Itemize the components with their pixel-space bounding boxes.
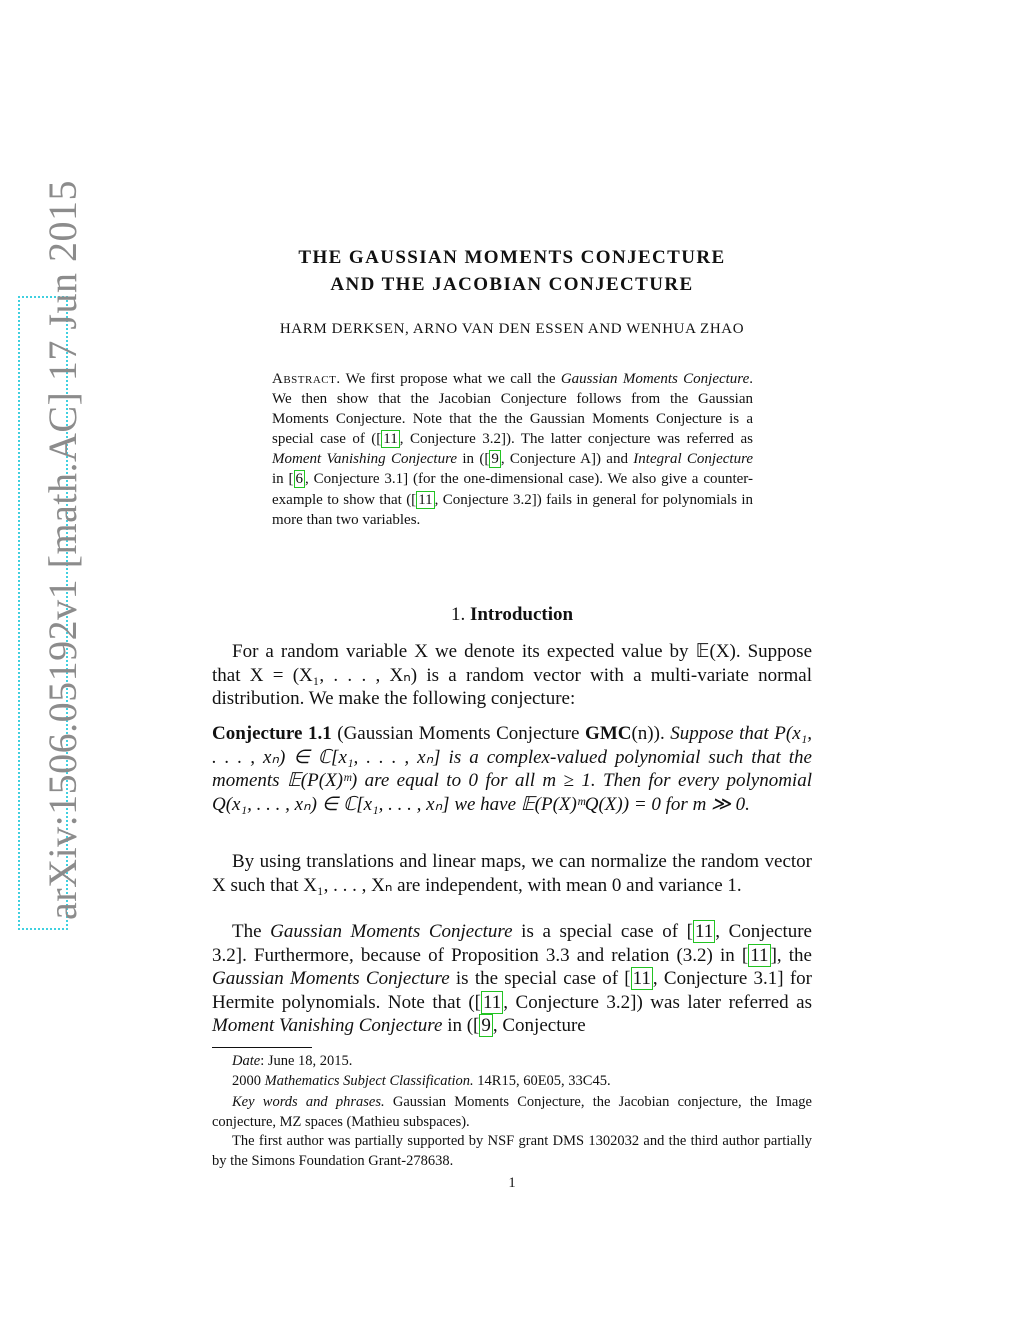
footnote-date	[212, 1052, 812, 1072]
footnote-value: : June 18, 2015.	[260, 1053, 353, 1069]
arxiv-identifier[interactable]: arXiv:1506.05192v1 [math.AC] 17 Jun 2015	[40, 180, 85, 920]
abstract-text: , Conjecture 3.1] (for the one-dimensional case). We also give a counter-example to show that ([	[272, 471, 753, 508]
citation-link[interactable]: 11	[694, 921, 714, 942]
citation-link[interactable]: 11	[483, 991, 502, 1013]
author-list: HARM DERKSEN, ARNO VAN DEN ESSEN AND WENHUA ZHAO	[279, 321, 745, 337]
footnote-value: Gaussian Moments Conjecture, the Jacobian conjecture, the Image conjecture, MZ spaces (Mathieu subspaces).	[212, 1094, 812, 1130]
abstract-text: We first propose what we call the	[340, 371, 561, 387]
abstract-label: Abstract.	[272, 371, 341, 387]
abstract	[272, 369, 753, 530]
citation-link[interactable]: 9	[481, 1015, 491, 1037]
conjecture-gmc: GMC	[585, 723, 632, 744]
footnote-label: Date	[232, 1053, 261, 1069]
abstract-emphasis: Moment Vanishing Conjecture	[272, 451, 458, 468]
title-line-1: THE GAUSSIAN MOMENTS CONJECTURE	[298, 247, 726, 268]
paragraph-text: , Conjecture	[492, 1015, 586, 1037]
abstract-text: . We then show that the Jacobian Conjecture follows from the Gaussian Moments Conjecture. Note that the the Gaussian Moments Conjecture is a special case of ([	[272, 371, 753, 448]
footnote-prefix: 2000	[232, 1073, 265, 1089]
title-line-2: AND THE JACOBIAN CONJECTURE	[330, 274, 694, 295]
citation-link[interactable]: 11	[750, 944, 769, 966]
abstract-emphasis: Integral Conjecture	[633, 451, 754, 468]
paragraph-text: , Conjecture 3.2]) was later referred as	[503, 991, 812, 1013]
paragraph-relation	[212, 920, 812, 1038]
paragraph-intro: For a random variable X we denote its expected value by 𝔼(X). Suppose that X = (X₁, . . . , Xₙ) is a random vector with a multi-variate normal distribution. We make the following conjecture:	[212, 641, 812, 710]
paper-title	[212, 244, 812, 298]
section-number: 1.	[450, 604, 466, 625]
citation-link[interactable]: 11	[418, 491, 433, 508]
page-number: 1	[508, 1175, 516, 1191]
paragraph-text: is the special case of [	[449, 968, 631, 990]
footnote-label: Key words and phrases.	[232, 1094, 385, 1110]
conjecture-name: (Gaussian Moments Conjecture	[331, 723, 586, 744]
abstract-text: , Conjecture A]) and	[500, 451, 634, 468]
abstract-text: in [	[272, 471, 294, 488]
abstract-text: , Conjecture 3.2]) fails in general for polynomials in more than two variables.	[272, 491, 753, 528]
section-title: Introduction	[469, 604, 574, 625]
citation-link[interactable]: 11	[632, 968, 651, 990]
abstract-emphasis: Gaussian Moments Conjecture	[560, 371, 750, 387]
footnote-label: Mathematics Subject Classification.	[264, 1073, 474, 1089]
footnote-support: The first author was partially supported by NSF grant DMS 1302032 and the third author partially by the Simons Foundation Grant-278638.	[212, 1133, 812, 1169]
conjecture-label: Conjecture 1.1	[212, 723, 332, 744]
paragraph-text: in ([	[442, 1015, 480, 1037]
paragraph-text: ], the	[770, 944, 812, 966]
paragraph-emphasis: Moment Vanishing Conjecture	[212, 1015, 443, 1037]
footnote-value: 14R15, 60E05, 33C45.	[473, 1073, 611, 1089]
conjecture-block	[212, 722, 812, 816]
paragraph-text: , Conjecture 3.2]. Furthermore, because of Proposition 3.3 and relation (3.2) in [	[212, 921, 812, 966]
abstract-text: , Conjecture 3.2]). The latter conjecture was referred as	[399, 431, 753, 448]
paragraph-emphasis: Gaussian Moments Conjecture	[270, 921, 513, 942]
paragraph-emphasis: Gaussian Moments Conjecture	[212, 968, 450, 990]
abstract-text: in ([	[457, 451, 490, 468]
paragraph-normalize: By using translations and linear maps, we can normalize the random vector X such that X₁, . . . , Xₙ are independent, with mean 0 and variance 1.	[212, 851, 812, 896]
paragraph-text: is a special case of [	[512, 921, 693, 942]
conjecture-gmc-arg: (n)).	[631, 723, 665, 744]
conjecture-statement: Suppose that P(x₁, . . . , xₙ) ∈ ℂ[x₁, . . . , xₙ] is a complex-valued polynomial such that the moments 𝔼(P(X)ᵐ) are equal to 0 for all m ≥ 1. Then for every polynomial Q(x₁, . . . , xₙ) ∈ ℂ[x₁, . . . , xₙ] we have 𝔼(P(X)ᵐQ(X)) = 0 for m ≫ 0.	[212, 723, 812, 815]
citation-link[interactable]: 11	[383, 431, 398, 448]
paragraph-text: , Conjecture 3.1] for Hermite polynomials. Note that ([	[212, 968, 812, 1013]
section-heading	[212, 604, 812, 626]
footnote-keywords	[212, 1093, 812, 1132]
citation-link[interactable]: 6	[295, 471, 304, 488]
footnote-msc	[212, 1072, 812, 1092]
paragraph-text: The	[232, 921, 271, 942]
citation-link[interactable]: 9	[491, 451, 499, 468]
footnote-rule	[212, 1047, 312, 1048]
